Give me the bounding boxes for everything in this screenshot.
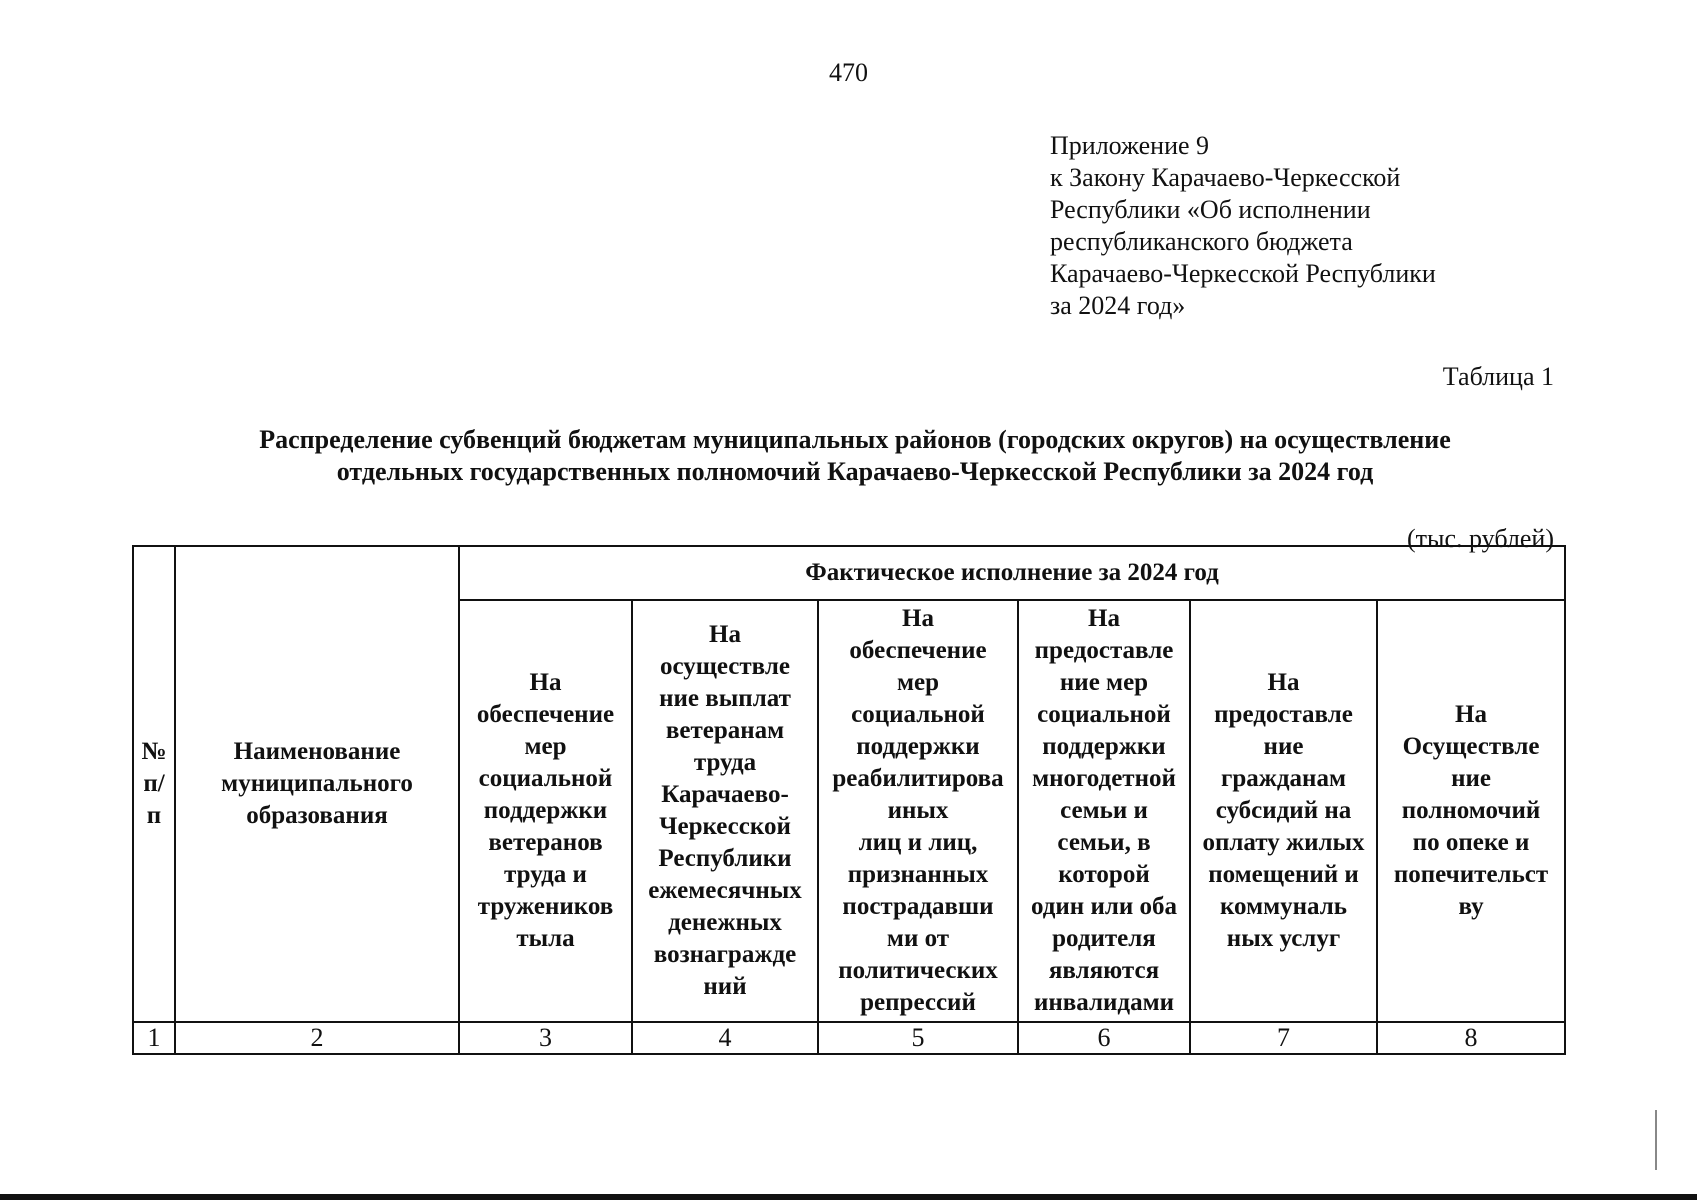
column-number-cell: 8	[1377, 1022, 1565, 1054]
column-number-cell: 3	[459, 1022, 632, 1054]
column-number-cell: 6	[1018, 1022, 1190, 1054]
document-title	[140, 424, 1570, 488]
subventions-table	[132, 545, 1566, 1055]
col-header-veterans-labor: На обеспечение мер социальной поддержки ветеранов труда и тружеников тыла	[459, 600, 632, 1022]
column-number-cell: 1	[133, 1022, 175, 1054]
col-header-veteran-payments: На осуществле ние выплат ветеранам труда Карачаево- Черкесской Республики ежемесячных денежных вознагражде ний	[632, 600, 818, 1022]
column-number-cell: 2	[175, 1022, 459, 1054]
group-header: Фактическое исполнение за 2024 год	[459, 546, 1565, 600]
title-line: Распределение субвенций бюджетам муниципальных районов (городских округов) на осуществление	[259, 425, 1451, 454]
scan-edge-line	[1655, 1110, 1657, 1170]
col-header-guardianship: На Осуществле ние полномочий по опеке и попечительст ву	[1377, 600, 1565, 1022]
column-number-cell: 5	[818, 1022, 1018, 1054]
column-number-cell: 4	[632, 1022, 818, 1054]
appendix-line: республиканского бюджета	[1050, 227, 1353, 256]
column-number-row	[133, 1022, 1565, 1054]
col-header-rehabilitated: На обеспечение мер социальной поддержки реабилитирова иных лиц и лиц, признанных пострадавши ми от политических репрессий	[818, 600, 1018, 1022]
table-label: Таблица 1	[1442, 362, 1554, 391]
appendix-line: за 2024 год»	[1050, 291, 1186, 320]
scan-bottom-border	[0, 1194, 1697, 1200]
column-number-cell: 7	[1190, 1022, 1377, 1054]
units-label: (тыс. рублей)	[1406, 524, 1554, 553]
appendix-line: Приложение 9	[1050, 131, 1210, 160]
col-header-large-families: На предоставле ние мер социальной поддержки многодетной семьи и семьи, в которой один или оба родителя являются инвалидами	[1018, 600, 1190, 1022]
header-row-group	[133, 546, 1565, 600]
col-header-housing-subsidies: На предоставле ние гражданам субсидий на оплату жилых помещений и коммуналь ных услуг	[1190, 600, 1377, 1022]
col-number-header: № п/ п	[133, 546, 175, 1022]
title-line: отдельных государственных полномочий Карачаево-Черкесской Республики за 2024 год	[336, 457, 1374, 486]
appendix-line: Республики «Об исполнении	[1050, 195, 1371, 224]
appendix-line: Карачаево-Черкесской Республики	[1050, 259, 1436, 288]
appendix-line: к Закону Карачаево-Черкесской	[1050, 163, 1401, 192]
page-number: 470	[829, 58, 868, 87]
appendix-block	[1050, 130, 1570, 322]
col-name-header: Наименование муниципального образования	[175, 546, 459, 1022]
